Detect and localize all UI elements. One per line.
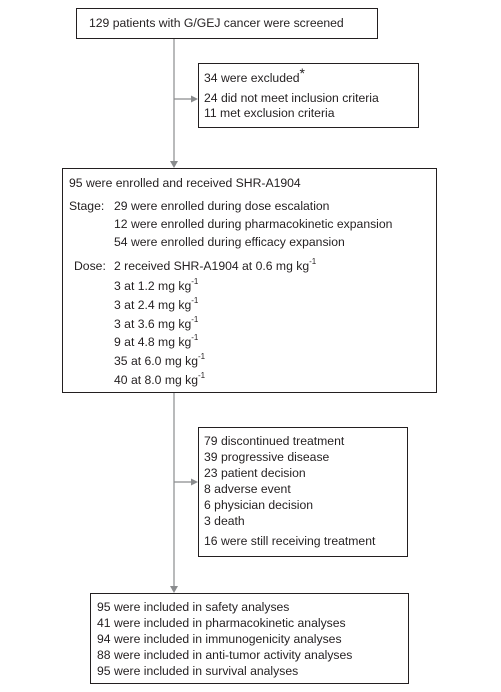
stage-item: 29 were enrolled during dose escalation bbox=[114, 199, 330, 213]
stage-label: Stage: bbox=[69, 199, 105, 213]
dose-unit-exponent: -1 bbox=[191, 314, 199, 324]
arrowhead-to-discontinued bbox=[191, 479, 198, 486]
dose-item bbox=[114, 351, 206, 369]
dose-item-text: 3 at 3.6 mg kg bbox=[114, 317, 192, 331]
discontinued-item: 23 patient decision bbox=[204, 466, 306, 480]
enrolled-title: 95 were enrolled and received SHR-A1904 bbox=[69, 176, 301, 190]
dose-label: Dose: bbox=[74, 259, 106, 273]
excluded-title-text: 34 were excluded bbox=[204, 71, 300, 85]
analysis-item: 95 were included in safety analyses bbox=[97, 600, 290, 614]
dose-unit-exponent: -1 bbox=[191, 276, 199, 286]
enrolled-box bbox=[62, 168, 437, 393]
analysis-item: 88 were included in anti-tumor activity analyses bbox=[97, 648, 353, 662]
screened-text: 129 patients with G/GEJ cancer were screened bbox=[89, 16, 344, 30]
dose-item-text: 3 at 2.4 mg kg bbox=[114, 298, 192, 312]
analysis-item: 95 were included in survival analyses bbox=[97, 664, 299, 678]
dose-unit-exponent: -1 bbox=[191, 332, 199, 342]
dose-item bbox=[114, 314, 199, 332]
dose-unit-exponent: -1 bbox=[198, 351, 206, 361]
analysis-item: 41 were included in pharmacokinetic analyses bbox=[97, 616, 346, 630]
dose-item bbox=[114, 256, 317, 274]
arrowhead-to-analyses bbox=[170, 586, 178, 593]
discontinued-item: 3 death bbox=[204, 514, 245, 528]
still-receiving-text: 16 were still receiving treatment bbox=[204, 534, 376, 548]
stage-item: 54 were enrolled during efficacy expansion bbox=[114, 235, 345, 249]
dose-item-text: 9 at 4.8 mg kg bbox=[114, 335, 192, 349]
dose-unit-exponent: -1 bbox=[191, 295, 199, 305]
dose-item bbox=[114, 276, 199, 294]
analyses-box bbox=[90, 593, 409, 684]
dose-item-text: 40 at 8.0 mg kg bbox=[114, 373, 199, 387]
stage-item: 12 were enrolled during pharmacokinetic expansion bbox=[114, 217, 393, 231]
dose-unit-exponent: -1 bbox=[198, 370, 206, 380]
dose-item-text: 3 at 1.2 mg kg bbox=[114, 279, 192, 293]
dose-item bbox=[114, 295, 199, 313]
excluded-title bbox=[204, 65, 305, 86]
dose-unit-exponent: -1 bbox=[309, 256, 317, 266]
dose-item bbox=[114, 332, 199, 350]
dose-item-text: 35 at 6.0 mg kg bbox=[114, 354, 199, 368]
analysis-item: 94 were included in immunogenicity analyses bbox=[97, 632, 342, 646]
dose-item-text: 2 received SHR-A1904 at 0.6 mg kg bbox=[114, 259, 310, 273]
excluded-footnote-mark: * bbox=[299, 65, 305, 81]
discontinued-item: 8 adverse event bbox=[204, 482, 291, 496]
arrowhead-to-enrolled bbox=[170, 161, 178, 168]
excluded-item: 11 met exclusion criteria bbox=[204, 106, 335, 120]
discontinued-box bbox=[198, 427, 408, 557]
screened-box bbox=[76, 8, 378, 39]
discontinued-item: 6 physician decision bbox=[204, 498, 314, 512]
excluded-item: 24 did not meet inclusion criteria bbox=[204, 91, 379, 105]
dose-item bbox=[114, 370, 206, 388]
arrowhead-to-excluded bbox=[191, 96, 198, 103]
discontinued-title: 79 discontinued treatment bbox=[204, 434, 345, 448]
excluded-box bbox=[198, 63, 419, 128]
discontinued-item: 39 progressive disease bbox=[204, 450, 330, 464]
